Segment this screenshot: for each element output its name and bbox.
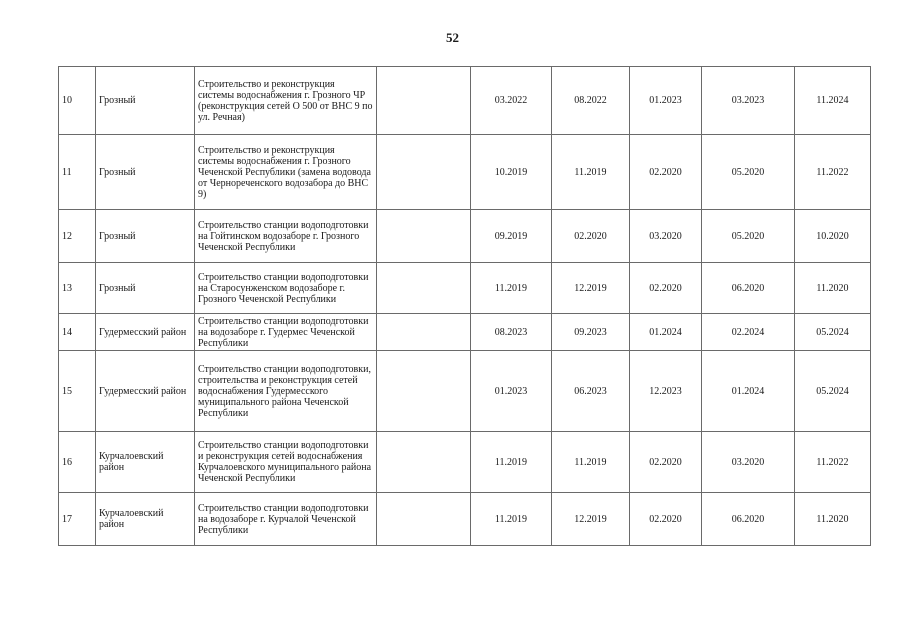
table-row — [59, 210, 871, 263]
table-row — [59, 135, 871, 210]
empty-cell — [377, 493, 471, 546]
date-cell: 09.2019 — [471, 210, 552, 263]
date-cell: 12.2019 — [552, 263, 630, 314]
date-cell: 01.2024 — [702, 351, 795, 432]
date-cell: 11.2019 — [552, 432, 630, 493]
date-cell: 06.2023 — [552, 351, 630, 432]
date-cell: 01.2024 — [630, 314, 702, 351]
description-cell: Строительство станции водоподготовки, строительства и реконструкция сетей водоснабжения Гудермесского муниципального района Чеченской Республики — [195, 351, 377, 432]
table-row — [59, 432, 871, 493]
date-cell: 11.2019 — [471, 493, 552, 546]
date-cell: 11.2019 — [552, 135, 630, 210]
date-cell: 11.2022 — [795, 135, 871, 210]
location-cell: Курчалоевский район — [96, 493, 195, 546]
row-number-cell: 12 — [59, 210, 96, 263]
row-number-cell: 11 — [59, 135, 96, 210]
row-number-cell: 14 — [59, 314, 96, 351]
description-cell: Строительство и реконструкция системы водоснабжения г. Грозного ЧР (реконструкция сетей О 500 от ВНС 9 по ул. Речная) — [195, 67, 377, 135]
date-cell: 05.2024 — [795, 351, 871, 432]
date-cell: 03.2020 — [702, 432, 795, 493]
date-cell: 03.2020 — [630, 210, 702, 263]
date-cell: 03.2023 — [702, 67, 795, 135]
date-cell: 11.2019 — [471, 432, 552, 493]
date-cell: 02.2024 — [702, 314, 795, 351]
row-number-cell: 17 — [59, 493, 96, 546]
empty-cell — [377, 210, 471, 263]
date-cell: 02.2020 — [630, 493, 702, 546]
date-cell: 05.2020 — [702, 210, 795, 263]
empty-cell — [377, 67, 471, 135]
date-cell: 09.2023 — [552, 314, 630, 351]
location-cell: Грозный — [96, 67, 195, 135]
date-cell: 11.2022 — [795, 432, 871, 493]
empty-cell — [377, 135, 471, 210]
location-cell: Грозный — [96, 210, 195, 263]
description-cell: Строительство станции водоподготовки на Гойтинском водозаборе г. Грозного Чеченской Республики — [195, 210, 377, 263]
date-cell: 01.2023 — [630, 67, 702, 135]
date-cell: 11.2020 — [795, 263, 871, 314]
date-cell: 06.2020 — [702, 493, 795, 546]
date-cell: 01.2023 — [471, 351, 552, 432]
date-cell: 06.2020 — [702, 263, 795, 314]
row-number-cell: 16 — [59, 432, 96, 493]
empty-cell — [377, 314, 471, 351]
description-cell: Строительство станции водоподготовки и реконструкция сетей водоснабжения Курчалоевского муниципального района Чеченской Республики — [195, 432, 377, 493]
date-cell: 12.2019 — [552, 493, 630, 546]
date-cell: 11.2024 — [795, 67, 871, 135]
date-cell: 02.2020 — [630, 263, 702, 314]
date-cell: 10.2020 — [795, 210, 871, 263]
table-row — [59, 351, 871, 432]
description-cell: Строительство и реконструкция системы водоснабжения г. Грозного Чеченской Республики (замена водовода от Чернореченского водозабора до ВНС 9) — [195, 135, 377, 210]
location-cell: Курчалоевский район — [96, 432, 195, 493]
table-row — [59, 493, 871, 546]
empty-cell — [377, 263, 471, 314]
description-cell: Строительство станции водоподготовки на водозаборе г. Гудермес Чеченской Республики — [195, 314, 377, 351]
table-row — [59, 67, 871, 135]
row-number-cell: 15 — [59, 351, 96, 432]
construction-schedule-table — [58, 66, 871, 546]
date-cell: 12.2023 — [630, 351, 702, 432]
location-cell: Грозный — [96, 135, 195, 210]
date-cell: 03.2022 — [471, 67, 552, 135]
date-cell: 02.2020 — [630, 432, 702, 493]
date-cell: 02.2020 — [630, 135, 702, 210]
row-number-cell: 13 — [59, 263, 96, 314]
empty-cell — [377, 432, 471, 493]
location-cell: Гудермесский район — [96, 351, 195, 432]
description-cell: Строительство станции водоподготовки на водозаборе г. Курчалой Чеченской Республики — [195, 493, 377, 546]
table-row — [59, 263, 871, 314]
date-cell: 08.2022 — [552, 67, 630, 135]
date-cell: 02.2020 — [552, 210, 630, 263]
empty-cell — [377, 351, 471, 432]
date-cell: 08.2023 — [471, 314, 552, 351]
table-row — [59, 314, 871, 351]
row-number-cell: 10 — [59, 67, 96, 135]
date-cell: 11.2020 — [795, 493, 871, 546]
date-cell: 11.2019 — [471, 263, 552, 314]
date-cell: 10.2019 — [471, 135, 552, 210]
location-cell: Грозный — [96, 263, 195, 314]
date-cell: 05.2024 — [795, 314, 871, 351]
description-cell: Строительство станции водоподготовки на Старосунженском водозаборе г. Грозного Чеченской Республики — [195, 263, 377, 314]
page-number: 52 — [446, 30, 459, 45]
location-cell: Гудермесский район — [96, 314, 195, 351]
date-cell: 05.2020 — [702, 135, 795, 210]
